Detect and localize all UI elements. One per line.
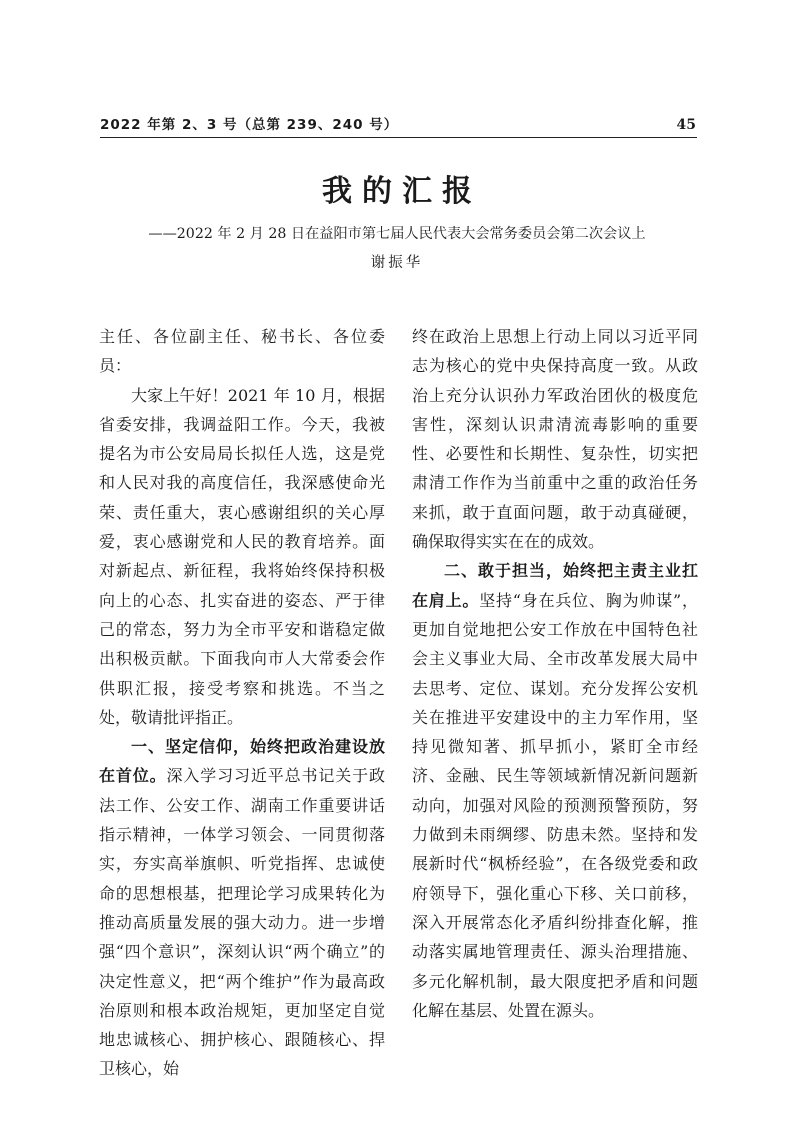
section1-heading: 一、坚定信仰，始终把政治建设放在首位。 xyxy=(99,737,385,786)
intro-paragraph: 大家上午好！2021 年 10 月，根据省委安排，我调益阳工作。今天，我被提名为市公安局局长拟任人选，这是党和人民对我的高度信任，我深感使命光荣、责任重大，衷心感谢组织的关心厚爱，衷心感谢党和人民的教育培养。面对新起点、新征程，我将始终保持积极向上的心态、扎实奋进的姿态、严于律己的常态，努力为全市平安和谐稳定做出积极贡献。下面我向市人大常委会作供职汇报，接受考察和挑选。不当之处，敬请批评指正。 xyxy=(99,385,385,727)
running-head: 2022 年第 2、3 号（总第 239、240 号） xyxy=(100,117,399,133)
right-column xyxy=(412,322,698,1025)
section2-text: 坚持“身在兵位、胸为帅谋”，更加自觉地把公安工作放在中国特色社会主义事业大局、全市改革发展大局中去思考、定位、谋划。充分发挥公安机关在推进平安建设中的主力军作用，坚持见微知著、抓早抓小，紧盯全市经济、金融、民生等领域新情况新问题新动向，加强对风险的预测预警预防，努力做到未雨绸缪、防患未然。坚持和发展新时代“枫桥经验”，在各级党委和政府领导下，强化重心下移、关口前移，深入开展常态化矛盾纠纷排查化解，推动落实属地管理责任、源头治理措施、多元化解机制，最大限度把矛盾和问题化解在基层、处置在源头。 xyxy=(412,590,698,1020)
page-number: 45 xyxy=(676,117,696,133)
article-title: 我的汇报 xyxy=(322,174,482,209)
article-author: 谢振华 xyxy=(370,255,424,271)
section1-text: 深入学习习近平总书记关于政法工作、公安工作、湖南工作重要讲话指示精神，一体学习领会、一同贯彻落实，夯实高举旗帜、听党指挥、忠诚使命的思想根基，把理论学习成果转化为推动高质量发展的强大动力。进一步增强“四个意识”，深刻认识“两个确立”的决定性意义，把“两个维护”作为最高政治原则和根本政治规矩，更加坚定自觉地忠诚核心、拥护核心、跟随核心、捍卫核心，始 xyxy=(99,766,385,1079)
salutation: 主任、各位副主任、秘书长、各位委员： xyxy=(99,327,385,376)
section2-paragraph xyxy=(412,556,698,1025)
article-subtitle: ——2022 年 2 月 28 日在益阳市第七届人民代表大会常务委员会第二次会议上 xyxy=(148,226,646,242)
header-divider xyxy=(100,137,697,138)
section1-paragraph xyxy=(99,732,385,1084)
section2-heading: 二、敢于担当，始终把主责主业扛在肩上。 xyxy=(412,561,698,610)
left-column xyxy=(99,322,385,1084)
section1-continuation: 终在政治上思想上行动上同以习近平同志为核心的党中央保持高度一致。从政治上充分认识孙力军政治团伙的极度危害性，深刻认识肃清流毒影响的重要性、必要性和长期性、复杂性，切实把肃清工作作为当前重中之重的政治任务来抓，敢于直面问题，敢于动真碰硬，确保取得实实在在的成效。 xyxy=(412,327,698,552)
